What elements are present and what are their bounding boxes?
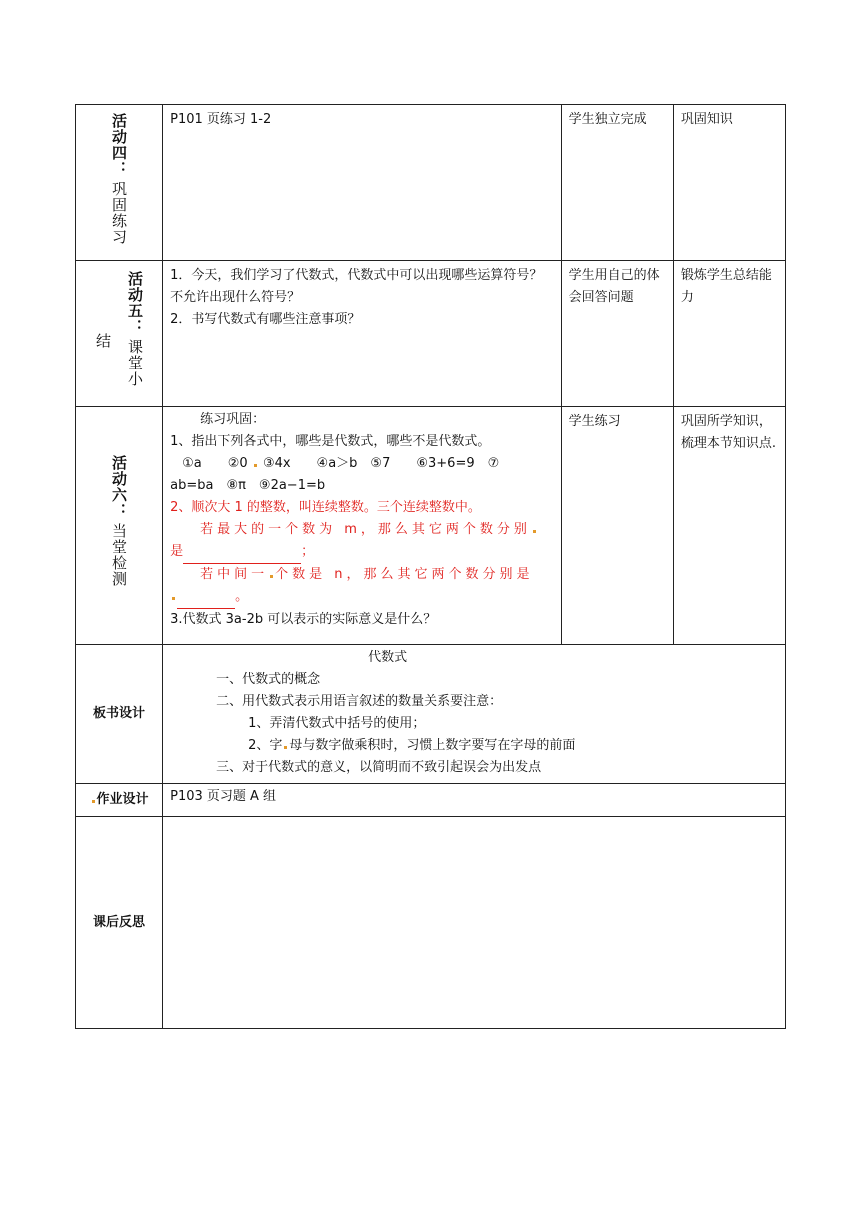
- activity-6-title: 活动六：: [110, 455, 129, 519]
- activity-6-question-2a: [170, 519, 554, 541]
- answer-blank[interactable]: [183, 541, 301, 564]
- activity-6-question-3: 3.代数式 3a-2b 可以表示的实际意义是什么？: [170, 612, 437, 627]
- activity-6-items-b: ③4x ④a＞b ⑤7 ⑥3+6=9 ⑦: [262, 456, 500, 471]
- activity-4-purpose: 巩固知识: [680, 112, 733, 127]
- activity-5-title: 活动五：: [126, 271, 145, 335]
- activity-6-items-a: ①a ②0: [182, 456, 248, 471]
- activity-4-row: [76, 105, 786, 261]
- homework-label-cell: [76, 784, 163, 817]
- homework-content: P103 页习题 A 组: [170, 789, 277, 804]
- homework-label: 作业设计: [96, 792, 149, 807]
- activity-5-student: 学生用自己的体会回答问题: [568, 268, 660, 305]
- activity-6-row: [76, 407, 786, 645]
- edit-mark-icon: [254, 464, 257, 467]
- activity-6-question-2: 2、顺次大 1 的整数，叫连续整数。三个连续整数中。: [170, 500, 481, 515]
- edit-mark-icon: [92, 800, 95, 803]
- board-line-1: 一、代数式的概念: [216, 672, 321, 687]
- activity-6-question-2a-end: 是: [170, 544, 184, 559]
- activity-4-label-cell: [76, 105, 163, 261]
- activity-6-question-2b-part2: 个数是 n，那么其它两个数分别是: [275, 567, 534, 582]
- board-design-label: 板书设计: [76, 645, 163, 784]
- activity-6-question-2b-end: 。: [235, 589, 249, 604]
- reflection-label: 课后反思: [76, 817, 163, 1029]
- board-title: 代数式: [368, 650, 408, 665]
- homework-row: [76, 784, 786, 817]
- activity-6-label-cell: [76, 407, 163, 645]
- activity-6-question-2b-line: [170, 586, 554, 609]
- activity-6-question-2a-semicolon: ；: [301, 544, 315, 559]
- edit-mark-icon: [533, 530, 536, 533]
- reflection-content[interactable]: [163, 817, 786, 1029]
- activity-6-items-line-1: [170, 453, 554, 475]
- activity-4-student: 学生独立完成: [568, 112, 647, 127]
- board-line-4-b: 母与数字做乘积时，习惯上数字要写在字母的前面: [289, 738, 576, 753]
- board-design-row: [76, 645, 786, 784]
- lesson-plan-table: [75, 104, 786, 1029]
- activity-6-items-c: ab=ba ⑧π ⑨2a−1=b: [170, 478, 326, 493]
- activity-4-content: P101 页练习 1-2: [170, 112, 272, 127]
- board-line-2: 二、用代数式表示用语言叙述的数量关系要注意：: [216, 694, 503, 709]
- activity-5-question-2: 2．书写代数式有哪些注意事项？: [170, 312, 361, 327]
- activity-5-label-cell: [76, 261, 163, 407]
- board-line-3: 1、弄清代数式中括号的使用；: [248, 716, 426, 731]
- edit-mark-icon: [270, 575, 273, 578]
- activity-6-subtitle: 当堂检测: [110, 523, 129, 587]
- activity-5-row: [76, 261, 786, 407]
- activity-6-heading: 练习巩固：: [200, 412, 266, 427]
- reflection-row: [76, 817, 786, 1029]
- activity-5-subtitle: 课堂小: [126, 339, 145, 387]
- board-line-4: [170, 735, 778, 757]
- answer-blank[interactable]: [177, 586, 235, 609]
- activity-5-question-1: 1．今天，我们学习了代数式，代数式中可以出现哪些运算符号？不允许出现什么符号？: [170, 268, 543, 305]
- activity-6-question-2b-part1: 若中间一: [200, 567, 269, 582]
- activity-4-title: 活动四：: [110, 113, 129, 177]
- activity-5-subtitle-tail: 结: [94, 333, 113, 349]
- activity-4-subtitle: 巩固练习: [110, 181, 129, 245]
- activity-6-question-1: 1、指出下列各式中，哪些是代数式，哪些不是代数式。: [170, 434, 491, 449]
- activity-6-purpose: 巩固所学知识，梳理本节知识点.: [680, 414, 776, 451]
- board-line-5: 三、对于代数式的意义，以简明而不致引起误会为出发点: [216, 760, 542, 775]
- activity-6-student: 学生练习: [568, 414, 621, 429]
- activity-6-question-2a-text: 若最大的一个数为 m，那么其它两个数分别: [200, 522, 531, 537]
- board-line-4-a: 2、字: [248, 738, 283, 753]
- activity-6-question-2b: [170, 564, 554, 586]
- edit-mark-icon: [284, 746, 287, 749]
- activity-5-purpose: 锻炼学生总结能力: [680, 268, 772, 305]
- edit-mark-icon: [172, 597, 175, 600]
- activity-6-question-2a-line: [170, 541, 554, 564]
